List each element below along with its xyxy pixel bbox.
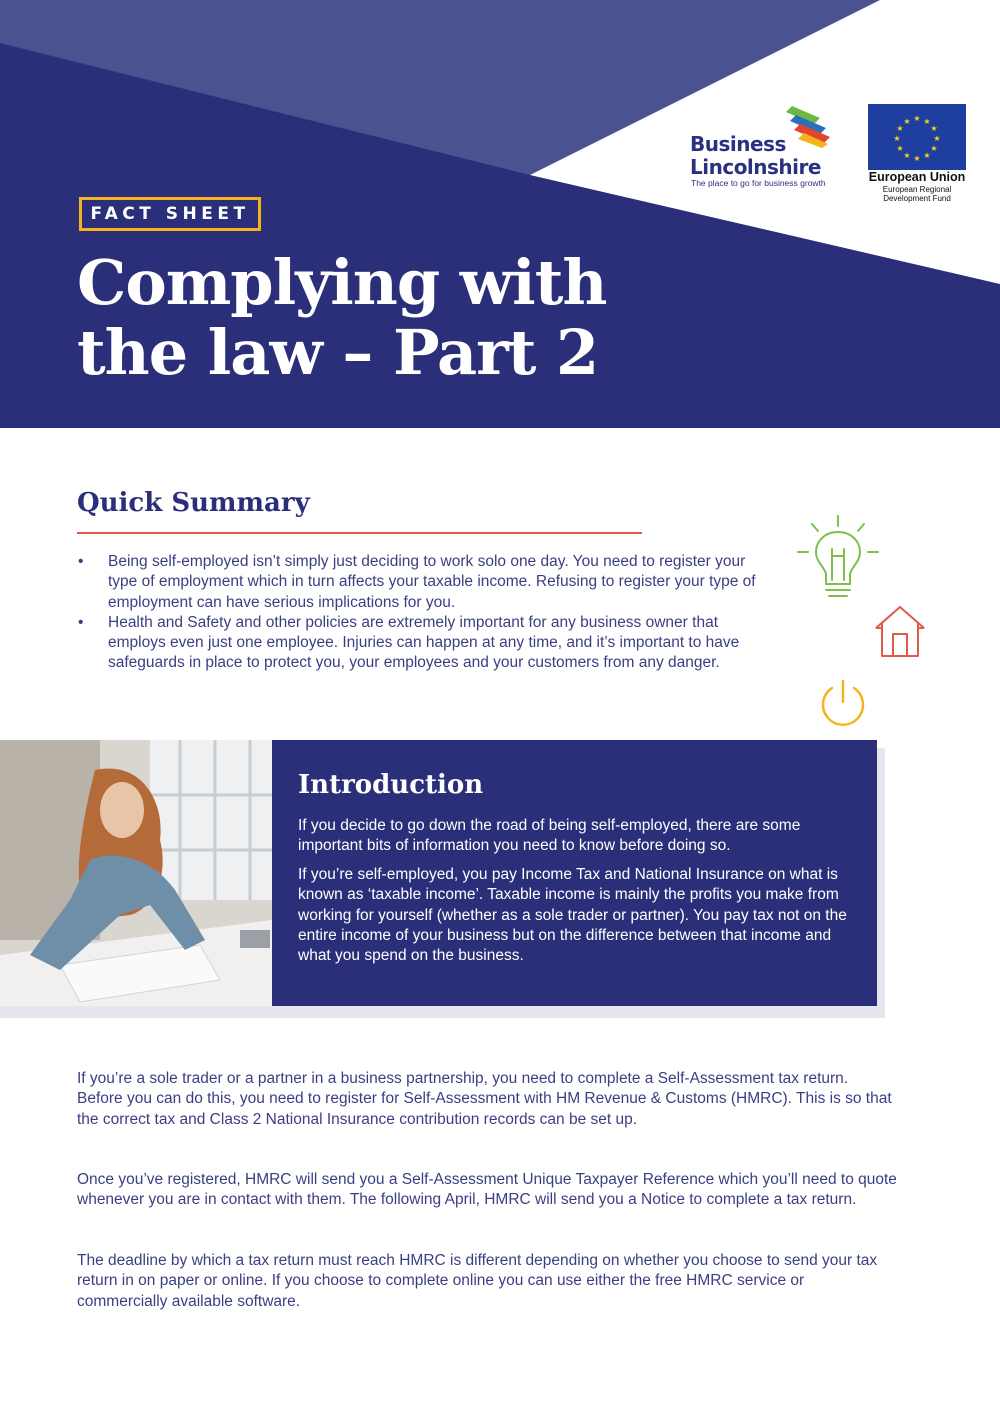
quick-summary-divider (77, 532, 642, 534)
page-title-line-2: the law – Part 2 (77, 316, 599, 389)
svg-text:★: ★ (913, 114, 921, 123)
woman-at-desk-photo (0, 740, 272, 1006)
eu-subtitle-1: European Regional (882, 185, 952, 194)
eu-flag-icon (868, 104, 966, 170)
business-lincolnshire-logo (688, 104, 836, 188)
svg-text:★: ★ (903, 117, 911, 126)
fact-sheet-badge: FACT SHEET (79, 197, 261, 231)
bullet-icon: • (78, 613, 84, 631)
house-icon (873, 604, 927, 658)
business-word: Business (690, 132, 786, 156)
list-item (78, 613, 778, 674)
svg-text:★: ★ (923, 151, 931, 160)
lightbulb-icon (796, 514, 880, 600)
body-paragraph-2: Once you’ve registered, HMRC will send you a Self-Assessment Unique Taxpayer Reference which you’ll need to quote whenever you are in contact with them. The following April, HMRC will send you a Notice to complete a tax return. (77, 1171, 897, 1209)
business-lincolnshire-mark-icon (786, 104, 830, 148)
svg-text:★: ★ (903, 151, 911, 160)
quick-summary-title: Quick Summary (77, 488, 310, 518)
svg-text:★: ★ (896, 124, 904, 133)
svg-text:★: ★ (896, 144, 904, 153)
svg-text:★: ★ (930, 124, 938, 133)
header-banner (0, 0, 1000, 428)
power-icon (818, 678, 868, 728)
list-item (78, 552, 778, 613)
svg-text:★: ★ (933, 134, 941, 143)
lincolnshire-word: Lincolnshire (690, 155, 821, 179)
svg-text:★: ★ (913, 154, 921, 163)
eu-title: European Union (868, 170, 966, 184)
list-item-text: Being self-employed isn’t simply just deciding to work solo one day. You need to register your type of employment which in turn affects your taxable income. Refusing to register your type of employment can have serious implications for you. (108, 553, 756, 611)
body-paragraph-3: The deadline by which a tax return must reach HMRC is different depending on whether you choose to send your tax return in on paper or online. If you choose to complete online you can use either the free HMRC service or commercially available software. (77, 1252, 878, 1310)
svg-text:★: ★ (893, 134, 901, 143)
introduction-paragraph-1: If you decide to go down the road of being self-employed, there are some important bits of information you need to know before doing so. (298, 817, 801, 855)
introduction-title: Introduction (298, 770, 484, 800)
quick-summary-list (78, 552, 778, 674)
introduction-paragraph-2: If you’re self-employed, you pay Income Tax and National Insurance on what is known as ‘taxable income’. Taxable income is mainly the profits you make from working for yourself (whether as a sole trader or partner). You pay tax not on the entire income of your business but on the difference between that income and what you spend on the business. (298, 866, 847, 965)
eu-logo (866, 104, 968, 204)
logo-tagline: The place to go for business growth (691, 178, 826, 188)
eu-subtitle-2: Development Fund (883, 194, 951, 203)
page-title (77, 248, 717, 388)
svg-text:★: ★ (923, 117, 931, 126)
body-paragraph-1: If you’re a sole trader or a partner in a business partnership, you need to complete a Self-Assessment tax return. Before you can do this, you need to register for Self-Assessment with HM Revenue & Customs (HMRC). This is so that the correct tax and Class 2 National Insurance contribution records can be set up. (77, 1070, 892, 1128)
introduction-box (272, 740, 877, 1006)
svg-text:★: ★ (930, 144, 938, 153)
list-item-text: Health and Safety and other policies are extremely important for any business owner that employs even just one employee. Injuries can happen at any time, and it’s important to have safeguards in place to protect you, your employees and your customers from any danger. (108, 613, 740, 672)
page-title-line-1: Complying with (77, 246, 607, 319)
bullet-icon: • (78, 553, 84, 570)
